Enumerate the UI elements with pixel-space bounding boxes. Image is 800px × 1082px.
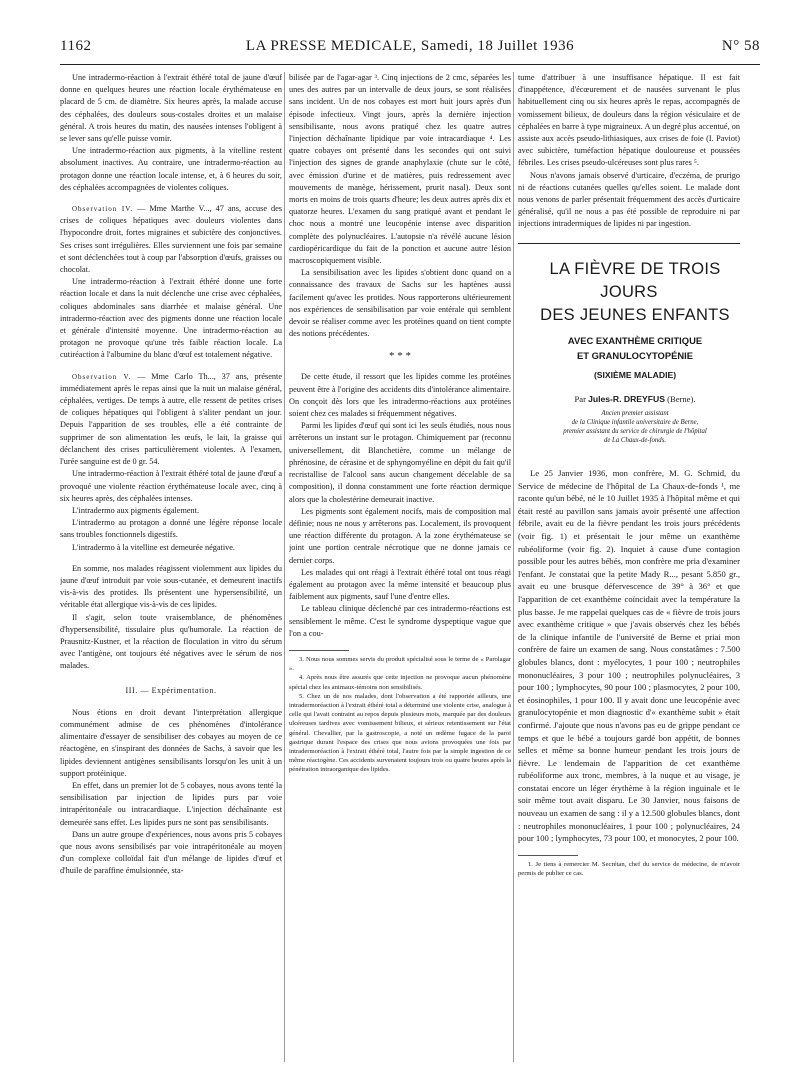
article-title-line-2: DES JEUNES ENFANTS	[540, 305, 730, 324]
observation-4	[60, 203, 282, 276]
header-rule	[60, 64, 760, 65]
paragraph: En effet, dans un premier lot de 5 cobayes, nous avons tenté la sensibilisation par injection de lipides purs par voie intrapéritonéale ou intracardiaque. L'injection déchaînante est demeurée sans effet. Les lipides purs ne sont pas sensibilisants.	[60, 780, 282, 827]
author-affiliation: de la Clinique infantile universitaire de Berne,	[571, 419, 699, 427]
paragraph: tume d'attribuer à une insuffisance hépatique. Il est fait d'inappétence, d'écœurement et de nausées survenant le plus habituellement cinq ou six heures après le repas, accompagnés de vomissement bilieux, de douleurs dans la région vésiculaire et de céphalées en barre à type migraineux. A un degré plus accentué, on assiste aux accès pseudo-lithiasiques, aux crises de foie (I. Paviot) avec subictère, tuméfaction hépatique douloureuse et poussées fébriles. Les crises pseudo-ulcéreuses sont plus rares ⁵.	[518, 73, 740, 168]
footnote-rule	[289, 650, 349, 651]
column-2	[289, 72, 511, 1067]
paragraph: Une intradermo-réaction à l'extrait éthéré total de jaune d'œuf a provoqué une violente réaction érythémateuse locale avec, cinq à six heures après, des céphalées intenses.	[60, 469, 282, 503]
footnote-1: 1. Je tiens à remercier M. Secrétan, chef du service de médecine, de m'avoir permis de publier ce cas.	[518, 860, 740, 878]
paragraph: bilisée par de l'agar-agar ³. Cinq injections de 2 cmc, séparées les unes des autres par un intervalle de deux jours, se sont réalisées sans incident. Un de nos cobayes est mort huit jours après d'un épisode infectieux. Vingt jours, après la dernière injection sensibilisante, nous avons pratiqué chez les quatre autres l'injection déchaînante lipidique par voie intracardiaque ⁴. Les quatre cobayes ont présenté dans les secondes qui ont suivi l'injection des signes de grande anaphylaxie (chute sur le côté, avec émission d'urine et de matières, puis redressement avec mouvements de manège, hérissement, prurit nasal). Deux sont morts en moins de trois quarts d'heure; les deux autres après dix et quatorze heures. L'examen du sang pratiqué avant et pendant le choc nous a montré une leucopénie intense avec disparition complète des polynucléaires. L'autopsie n'a révélé aucune lésion cardiopéricardique du fait de la ponction et aucune autre lésion macroscopiquement visible.	[289, 73, 511, 266]
paragraph: L'intradermo au protagon a donné une légère réponse locale sans troubles fonctionnels digestifs.	[60, 518, 282, 540]
paragraph: L'intradermo à la vitelline est demeurée négative.	[72, 542, 235, 552]
article-rule	[518, 243, 740, 244]
paragraph: Une intradermo-réaction aux pigments, à la vitelline restent absolument inactives. Au contraire, une intradermo-réaction au protagon donne une réaction locale intense, et, à 6 heures du soir, des céphalées accompagnées de violentes coliques.	[60, 146, 282, 192]
footnote-4: 4. Après nous être assurés que cette injection ne provoque aucun phénomène spécial chez les animaux-témoins non sensibilisés.	[289, 674, 511, 691]
column-divider-2	[513, 72, 514, 1062]
paragraph: La sensibilisation avec les lipides s'obtient donc quand on a connaissance des travaux de Sachs sur les haptènes aussi facilement qu'avec les protides. Nous rapporterons ultérieurement nos expériences de sensibilisation par voie entérale qui semblent devoir se réaliser comme avec les protéines quand on tient compte des notions précédentes.	[289, 268, 511, 339]
author-affiliation: premier assistant du service de chirurgie de l'hôpital	[563, 428, 707, 436]
column-divider-1	[284, 72, 285, 1062]
paragraph: Nous n'avons jamais observé d'urticaire, d'eczéma, de prurigo ni de réactions cutanées quelles qu'elles soient. Le malade dont nous venons de parler présentait fréquemment des accès d'urticaire généralisé, qu'il ne nous a pas été possible de reproduire ni par injections intradermiques de lipides ni par ingestion.	[518, 170, 740, 229]
observation-text: — Mme Marthe V..., 47 ans, accuse des crises de coliques hépatiques avec douleurs violentes dans l'hypocondre droit, fortes migraines et subictère des conjonctives. Ses crises sont irrégulières. Elles surviennent une fois par semaine et sont déclenchées tout à coup par l'absorption d'œufs, graisses ou chocolat.	[60, 204, 282, 275]
footnote-5: 5. Chez un de nos malades, dont l'observation a été rapportée ailleurs, une intradermoréaction à l'extrait éthéré total a déterminé une violente crise, analogue à celle qui l'avait contraint au repos depuis plusieurs mois, marquée par des douleurs ulcéreuses tardives avec vomissement bilieux, et sérieux retentissement sur l'état général. Chevallier, par la gastroscopie, a noté un œdème fugace de la paroi gastrique durant l'espace des crises que nous avions provoquées une fois par intradermoréaction à l'extrait éthéré total, l'autre fois par la simple ingestion de ce même réactogène. Ces accidents survenaient toujours trois ou quatre heures après la pénétration intraorganique des lipides.	[289, 692, 511, 774]
article-subtitle-line-2: ET GRANULOCYTOPÉNIE	[577, 349, 693, 361]
paragraph: Les malades qui ont réagi à l'extrait éthéré total ont tous réagi également au protagon avec la même intensité et beaucoup plus faiblement aux pigments, sauf l'une d'entre elles.	[289, 567, 511, 602]
paragraph: Il s'agit, selon toute vraisemblance, de phénomènes d'hypersensibilité, tissulaire plus qu'humorale. La réaction de Prausnitz-Kustner, et la réaction de floculation in vitro du sérum avec l'antigène, ont toujours été négatives avec le sérum de nos malades.	[60, 612, 282, 671]
page-number: 1162	[60, 38, 92, 54]
author-affiliation: de La Chaux-de-fonds.	[603, 437, 667, 445]
column-1	[60, 72, 282, 1067]
author-name: Jules-R. DREYFUS	[588, 393, 665, 404]
paragraph: Les pigments sont également nocifs, mais de composition mal définie; nous ne nous y arrêterons pas. Localement, ils provoquent une réaction différente du protagon. A la zone érythémateuse se joint une portion centrale nécrotique que ne donne jamais ce dernier corps.	[289, 506, 511, 565]
paragraph: Le 25 Janvier 1936, mon confrère, M. G. Schmid, du Service de médecine de l'hôpital de La Chaux-de-fonds ¹, me raconte qu'un bébé, né le 10 Juillet 1935 à l'hôpital même et qui était resté au pavillon sans jamais avoir présenté une affection fébrile, avait eu de la fièvre pendant les trois jours précédents (voir fig. 1) et présentait le jour même un exanthème rubéoliforme (voir fig. 2). Inquiet à cause d'une contagion possible pour les autres bébés, mon confrère me pria d'examiner l'enfant. Je constatai que la petite Mady R..., pesant 5.850 gr., avait eu une brusque défervescence de 39° à 36° et que l'apparition de cet exanthème coïncidait avec la température la plus basse. Je me rappelai quelques cas de « fièvre de trois jours avec exanthème critique » que j'avais observés chez les bébés de la clinique infantile de l'université de Berne et priai mon confrère de faire un examen de sang. Nous constatâmes : 7.500 globules blancs, dont : myélocytes, 1 pour 100 ; neutrophiles mononucléaires, 3 pour 100 ; neutrophiles polynucléaires, 3 pour 100 ; lymphocytes, 90 pour 100 ; plasmocytes, 2 pour 100, et éosinophiles, 1 pour 100. Il y avait donc une leucopénie avec granulocytopénie et mon diagnostic d'« exanthème subit » était confirmé. J'ajoute que nous n'avons pas eu de grippe pendant ce temps et que le bébé a toujours gardé bon appétit, de bonnes selles et même sa bonne humeur pendant les trois jours de fièvre. Le lendemain de l'apparition de cet exanthème rubéoliforme aux tronc, membres, à la nuque et au visage, je constatai encore un léger érythème à la région inguinale et le soir même tout avait disparu. Le 30 Janvier, nous faisons de nouveau un examen de sang : il y a 12.500 globules blancs, dont : neutrophiles mononucléaires, 1 pour 100 ; polynucléaires, 24 pour 100 ; lymphocytes, 73 pour 100, et monocytes, 2 pour 100.	[518, 468, 740, 844]
paragraph: De cette étude, il ressort que les lipides comme les protéines peuvent être à l'origine des accidents dits d'intolérance alimentaire. On conçoit dès lors que les intradermo-réactions aux protéines soient chez ces malades si fréquemment négatives.	[289, 372, 511, 419]
author-prefix: Par	[574, 393, 589, 404]
paragraph: Une intradermo-réaction à l'extrait éthéré total de jaune d'œuf donne en quelques heures une réaction locale érythémateuse en placard de 5 cm. de diamètre. Six heures après, la malade accuse des céphalées, des douleurs sous-costales droites et un malaise général. A trois heures du matin, des nausées intenses l'obligent à se lever sans qu'elle puisse vomir.	[60, 73, 282, 144]
observation-label: Observation V.	[72, 372, 132, 381]
article-author	[518, 393, 740, 405]
journal-title: LA PRESSE MEDICALE, Samedi, 18 Juillet 1936	[245, 38, 575, 54]
article-title-line-1: LA FIÈVRE DE TROIS JOURS	[549, 259, 721, 301]
footnote-3: 3. Nous nous sommes servis du produit spécialisé sous le terme de « Parolagar ».	[289, 655, 511, 673]
section-separator: * * *	[389, 350, 411, 363]
running-header	[60, 38, 760, 60]
paragraph: En somme, nos malades réagissent violemment aux lipides du jaune d'œuf introduit par voie sous-cutanée, et demeurent inactifs vis-à-vis des protides. Ils présentent une hypersensibilité, un véritable état allergique vis-à-vis de ces lipides.	[60, 563, 282, 610]
paragraph: Dans un autre groupe d'expériences, nous avons pris 5 cobayes que nous avons sensibilisés par voie intrapéritonéale au moyen d'un complexe colloïdal fait d'un mélange de lipides d'œuf et d'huile de paraffine émulsionnée, sta-	[60, 829, 282, 876]
observation-5	[60, 371, 282, 469]
paragraph: Le tableau clinique déclenché par ces intradermo-réactions est sensiblement le même. C'est le syndrome dyspeptique vague que l'on a cou-	[289, 604, 511, 638]
section-heading: III. — Expérimentation.	[125, 685, 217, 695]
observation-text: — Mme Carlo Th..., 37 ans, présente immédiatement après le repas ainsi que la nuit un malaise général, céphalées, vertiges. De temps à autre, elle ressent de petites crises de coliques hépatiques qui l'obligent à s'aliter pendant un jour. Depuis l'apparition de ses troubles, elle a été contrainte de supprimer de son alimentation les œufs, le lait, la graisse qui déclanchent des crises particulièrement violentes. A l'examen, l'urée sanguine est de 0 gr. 54.	[60, 371, 282, 467]
column-3	[518, 72, 740, 1067]
article-subtitle-line-1: AVEC EXANTHÈME CRITIQUE	[567, 334, 703, 346]
paragraph: Nous étions en droit devant l'interprétation allergique communément admise de ces phénomènes d'intolérance alimentaire d'essayer de sensibiliser des cobayes au moyen de ce réactogène, en s'inspirant des données de Sachs, à savoir que les lipides deviennent antigènes sensibilisants lorsqu'on les unit à un support protéinique.	[60, 707, 282, 778]
paragraph: Une intradermo-réaction à l'extrait éthéré donne une forte réaction locale et dans la nuit déclenche une crise avec céphalées, coliques abdominales sans diarrhée et malaise général. Une intradermo-réaction avec des pigments donne une réaction locale et générale d'intensité moyenne. Une intradermo-réaction au protagon ne provoque qu'une très faible réaction locale. La cutiréaction à l'albumine du blanc d'œuf est totalement négative.	[60, 277, 282, 360]
author-affiliation: Ancien premier assistant	[601, 410, 669, 418]
footnote-rule	[518, 855, 578, 856]
author-place: (Berne).	[664, 393, 696, 404]
article-body	[518, 467, 740, 845]
article-subtitle-line-3: (SIXIÈME MALADIE)	[593, 369, 677, 380]
issue-number: N° 58	[721, 38, 760, 54]
paragraph: Parmi les lipides d'œuf qui sont ici les seuls étudiés, nous nous arrêterons un instant sur le protagon. Chimiquement par (reconnu universellement, dit Blanchetière, comme un mélange de phrénosine, de cérasine et de sphyngomyéline en dépit du fait qu'il recristallise de l'alcool sans aucun changement décelable de sa composition), il donna constamment une forte réaction dermique alors que la cholestérine demeurait inactive.	[289, 421, 511, 504]
paragraph: L'intradermo aux pigments également.	[72, 505, 200, 515]
observation-label: Observation IV.	[72, 205, 134, 214]
